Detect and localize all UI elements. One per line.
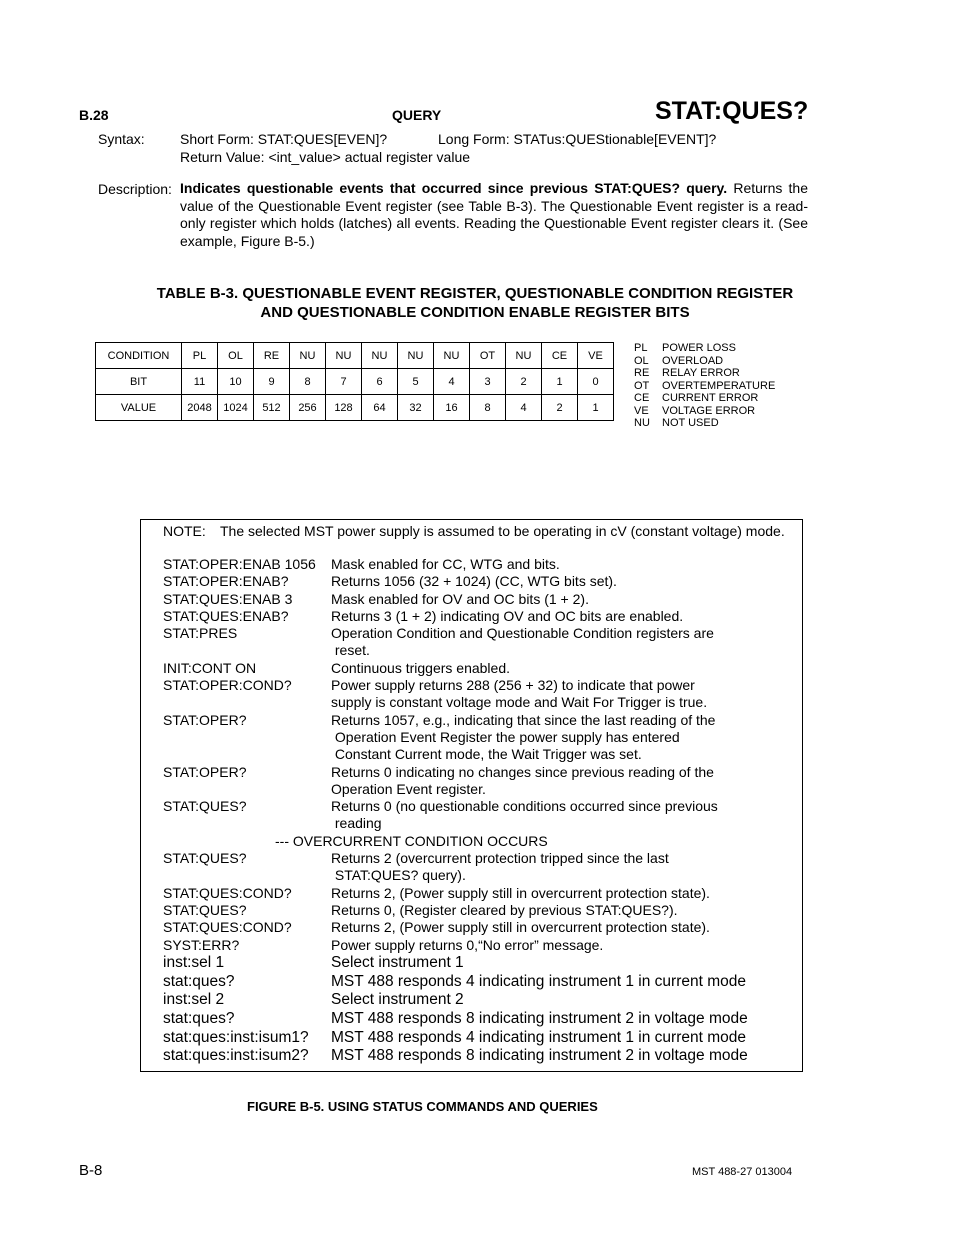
example-command xyxy=(163,746,331,763)
example-line xyxy=(163,1029,793,1048)
table-cell: 10 xyxy=(218,369,254,395)
table-cell: 1024 xyxy=(218,395,254,421)
example-command: STAT:QUES:ENAB? xyxy=(163,607,289,624)
table-cell: 2 xyxy=(506,369,542,395)
table-row xyxy=(96,369,614,395)
table-cell: 1 xyxy=(578,395,614,421)
example-line xyxy=(163,573,793,590)
table-cell: VALUE xyxy=(96,395,182,421)
example-line xyxy=(163,781,793,798)
example-box xyxy=(140,519,803,1072)
example-description: Mask enabled for CC, WTG and bits. xyxy=(331,556,560,572)
example-description: MST 488 responds 8 indicating instrument 2 in voltage mode xyxy=(331,1009,748,1027)
example-line xyxy=(163,642,793,659)
table-cell: 9 xyxy=(254,369,290,395)
legend-item xyxy=(634,380,775,393)
table-cell: CE xyxy=(542,343,578,369)
example-line xyxy=(163,902,793,919)
description-rest: Returns the value of the Questionable Event register (see Table B-3). The Questionable Event register is a read-only register which holds (latches) all events. Reading the Questionable Event register clears it. (See example, Figure B-5.) xyxy=(180,180,808,249)
legend-meaning: OVERLOAD xyxy=(662,354,724,367)
example-description: Select instrument 1 xyxy=(331,953,464,971)
example-description: Returns 2, (Power supply still in overcurrent protection state). xyxy=(331,919,710,936)
example-description: MST 488 responds 4 indicating instrument 1 in current mode xyxy=(331,1028,746,1046)
table-cell: 64 xyxy=(362,395,398,421)
legend-item xyxy=(634,417,775,430)
table-cell: 0 xyxy=(578,369,614,395)
table-cell: BIT xyxy=(96,369,182,395)
example-command: inst:sel 1 xyxy=(163,953,225,971)
legend-abbr: OT xyxy=(634,379,650,392)
example-line xyxy=(163,937,793,954)
example-description: Returns 0 (no questionable conditions occurred since previous xyxy=(331,798,718,815)
example-description: Select instrument 2 xyxy=(331,991,464,1009)
legend-abbr: CE xyxy=(634,392,650,404)
table-cell: 8 xyxy=(470,395,506,421)
table-cell: 32 xyxy=(398,395,434,421)
note-label: NOTE: xyxy=(163,523,206,539)
table-cell: NU xyxy=(398,343,434,369)
description-bold: Indicates questionable events that occurred since previous STAT:QUES? query. xyxy=(180,180,728,196)
syntax-return-value: Return Value: <int_value> actual register value xyxy=(180,149,471,165)
legend-abbr: OL xyxy=(634,354,649,367)
legend-item xyxy=(634,355,775,368)
example-command: STAT:OPER:ENAB? xyxy=(163,573,289,590)
example-command: STAT:QUES? xyxy=(163,850,247,867)
example-description: Mask enabled for OV and OC bits (1 + 2). xyxy=(331,590,589,607)
example-description: Constant Current mode, the Wait Trigger was set. xyxy=(331,746,642,763)
example-command: STAT:PRES xyxy=(163,625,238,642)
table-cell: VE xyxy=(578,343,614,369)
legend-meaning: VOLTAGE ERROR xyxy=(662,404,756,417)
legend-abbr: RE xyxy=(634,367,650,379)
example-description: Returns 0 indicating no changes since previous reading of the xyxy=(331,763,714,780)
section-number: B.28 xyxy=(79,107,109,123)
example-description: reset. xyxy=(331,642,370,659)
syntax-short-form: Short Form: STAT:QUES[EVEN]? xyxy=(180,131,388,147)
table-row xyxy=(96,343,614,369)
legend-abbr: NU xyxy=(634,417,650,429)
document-id: MST 488-27 013004 xyxy=(692,1166,793,1178)
table-cell: RE xyxy=(254,343,290,369)
example-line xyxy=(163,1047,793,1066)
legend-item xyxy=(634,342,775,355)
description-label: Description: xyxy=(98,181,172,197)
example-description: Continuous triggers enabled. xyxy=(331,659,511,676)
example-command: STAT:OPER:COND? xyxy=(163,677,292,694)
figure-caption: FIGURE B-5. USING STATUS COMMANDS AND QUERIES xyxy=(247,1099,598,1114)
example-description: STAT:QUES? query). xyxy=(331,867,466,884)
syntax-long-form: Long Form: STATus:QUEStionable[EVENT]? xyxy=(438,131,717,147)
table-row xyxy=(96,395,614,421)
table-cell: NU xyxy=(506,343,542,369)
example-description: MST 488 responds 8 indicating instrument 2 in voltage mode xyxy=(331,1047,748,1065)
table-cell: CONDITION xyxy=(96,343,182,369)
example-command xyxy=(163,815,331,832)
table-cell: 2048 xyxy=(182,395,218,421)
table-cell: 16 xyxy=(434,395,470,421)
example-line xyxy=(163,608,793,625)
example-command xyxy=(163,729,331,746)
example-command: STAT:QUES:COND? xyxy=(163,919,292,936)
table-cell: 256 xyxy=(290,395,326,421)
example-command xyxy=(163,781,331,798)
legend-item xyxy=(634,392,775,405)
example-command xyxy=(163,642,331,659)
example-command: STAT:QUES:ENAB 3 xyxy=(163,590,293,607)
section-category: QUERY xyxy=(392,107,442,123)
register-bits-table xyxy=(95,342,614,421)
legend-meaning: OVERTEMPERATURE xyxy=(662,379,776,392)
table-cell: 3 xyxy=(470,369,506,395)
bit-legend xyxy=(634,342,775,430)
table-cell: 6 xyxy=(362,369,398,395)
example-command xyxy=(163,694,331,711)
legend-abbr: PL xyxy=(634,342,648,354)
example-command: stat:ques:inst:isum1? xyxy=(163,1028,309,1046)
table-cell: 11 xyxy=(182,369,218,395)
example-line xyxy=(163,798,793,815)
example-line xyxy=(163,954,793,973)
condition-line: --- OVERCURRENT CONDITION OCCURS xyxy=(275,832,548,849)
example-line xyxy=(163,591,793,608)
example-command: stat:ques? xyxy=(163,972,235,990)
example-description: Power supply returns 288 (256 + 32) to indicate that power xyxy=(331,677,695,694)
example-line xyxy=(163,625,793,642)
example-command: INIT:CONT ON xyxy=(163,659,257,676)
table-cell: 4 xyxy=(434,369,470,395)
example-line xyxy=(163,919,793,936)
example-line xyxy=(163,660,793,677)
example-description: MST 488 responds 4 indicating instrument 1 in current mode xyxy=(331,972,746,990)
example-line xyxy=(163,815,793,832)
table-cell: 5 xyxy=(398,369,434,395)
example-command: stat:ques:inst:isum2? xyxy=(163,1047,309,1065)
example-line xyxy=(163,1010,793,1029)
example-line xyxy=(163,885,793,902)
example-line xyxy=(163,850,793,867)
legend-item xyxy=(634,367,775,380)
table-cell: NU xyxy=(290,343,326,369)
legend-meaning: NOT USED xyxy=(662,417,719,429)
table-cell: NU xyxy=(362,343,398,369)
example-note xyxy=(163,523,785,539)
table-cell: PL xyxy=(182,343,218,369)
example-description: Operation Event register. xyxy=(331,780,486,797)
table-cell: 2 xyxy=(542,395,578,421)
legend-meaning: CURRENT ERROR xyxy=(662,392,759,404)
example-description: Power supply returns 0,“No error” message. xyxy=(331,936,604,953)
example-description: Returns 0, (Register cleared by previous STAT:QUES?). xyxy=(331,901,678,918)
section-title: STAT:QUES? xyxy=(655,97,809,125)
example-description: Operation Condition and Questionable Condition registers are xyxy=(331,625,714,642)
example-command: STAT:OPER:ENAB 1056 xyxy=(163,556,316,572)
example-description: Returns 3 (1 + 2) indicating OV and OC bits are enabled. xyxy=(331,607,684,624)
table-cell: OT xyxy=(470,343,506,369)
example-command: STAT:OPER? xyxy=(163,711,247,728)
example-command: SYST:ERR? xyxy=(163,936,240,953)
description-text xyxy=(180,180,808,250)
example-description: supply is constant voltage mode and Wait For Trigger is true. xyxy=(331,694,708,711)
table-cell: 512 xyxy=(254,395,290,421)
example-line xyxy=(163,712,793,729)
example-lines xyxy=(163,556,793,1066)
example-description: Returns 1057, e.g., indicating that since the last reading of the xyxy=(331,711,716,728)
note-text: The selected MST power supply is assumed to be operating in cV (constant voltage) mode. xyxy=(220,523,785,539)
example-command: STAT:QUES? xyxy=(163,901,247,918)
table-cell: 7 xyxy=(326,369,362,395)
example-description: Returns 1056 (32 + 1024) (CC, WTG bits set). xyxy=(331,573,617,590)
example-line xyxy=(163,729,793,746)
example-line xyxy=(163,764,793,781)
example-description: Returns 2, (Power supply still in overcurrent protection state). xyxy=(331,884,710,901)
table-cell: NU xyxy=(434,343,470,369)
example-description: reading xyxy=(331,815,382,832)
legend-meaning: RELAY ERROR xyxy=(662,367,740,379)
table-cell: 1 xyxy=(542,369,578,395)
example-line xyxy=(163,991,793,1010)
example-line xyxy=(163,867,793,884)
table-cell: OL xyxy=(218,343,254,369)
example-line xyxy=(163,973,793,992)
example-line xyxy=(163,694,793,711)
example-description: Operation Event Register the power supply has entered xyxy=(331,728,680,745)
example-description: Returns 2 (overcurrent protection tripped since the last xyxy=(331,850,669,867)
legend-meaning: POWER LOSS xyxy=(662,342,736,354)
legend-item xyxy=(634,405,775,418)
example-command: STAT:OPER? xyxy=(163,763,247,780)
example-line xyxy=(163,677,793,694)
example-line xyxy=(163,556,793,573)
example-line xyxy=(163,746,793,763)
example-command: STAT:QUES? xyxy=(163,798,247,815)
example-command: STAT:QUES:COND? xyxy=(163,884,292,901)
table-cell: NU xyxy=(326,343,362,369)
table-title-line2: AND QUESTIONABLE CONDITION ENABLE REGISTER BITS xyxy=(260,304,690,321)
example-command: stat:ques? xyxy=(163,1009,235,1027)
table-cell: 128 xyxy=(326,395,362,421)
table-cell: 8 xyxy=(290,369,326,395)
example-command xyxy=(163,867,331,884)
page-number: B-8 xyxy=(79,1162,103,1179)
legend-abbr: VE xyxy=(634,404,649,417)
syntax-label: Syntax: xyxy=(98,131,145,147)
table-title-line1: TABLE B-3. QUESTIONABLE EVENT REGISTER, QUESTIONABLE CONDITION REGISTER xyxy=(156,285,794,302)
table-cell: 4 xyxy=(506,395,542,421)
example-command: inst:sel 2 xyxy=(163,991,225,1009)
